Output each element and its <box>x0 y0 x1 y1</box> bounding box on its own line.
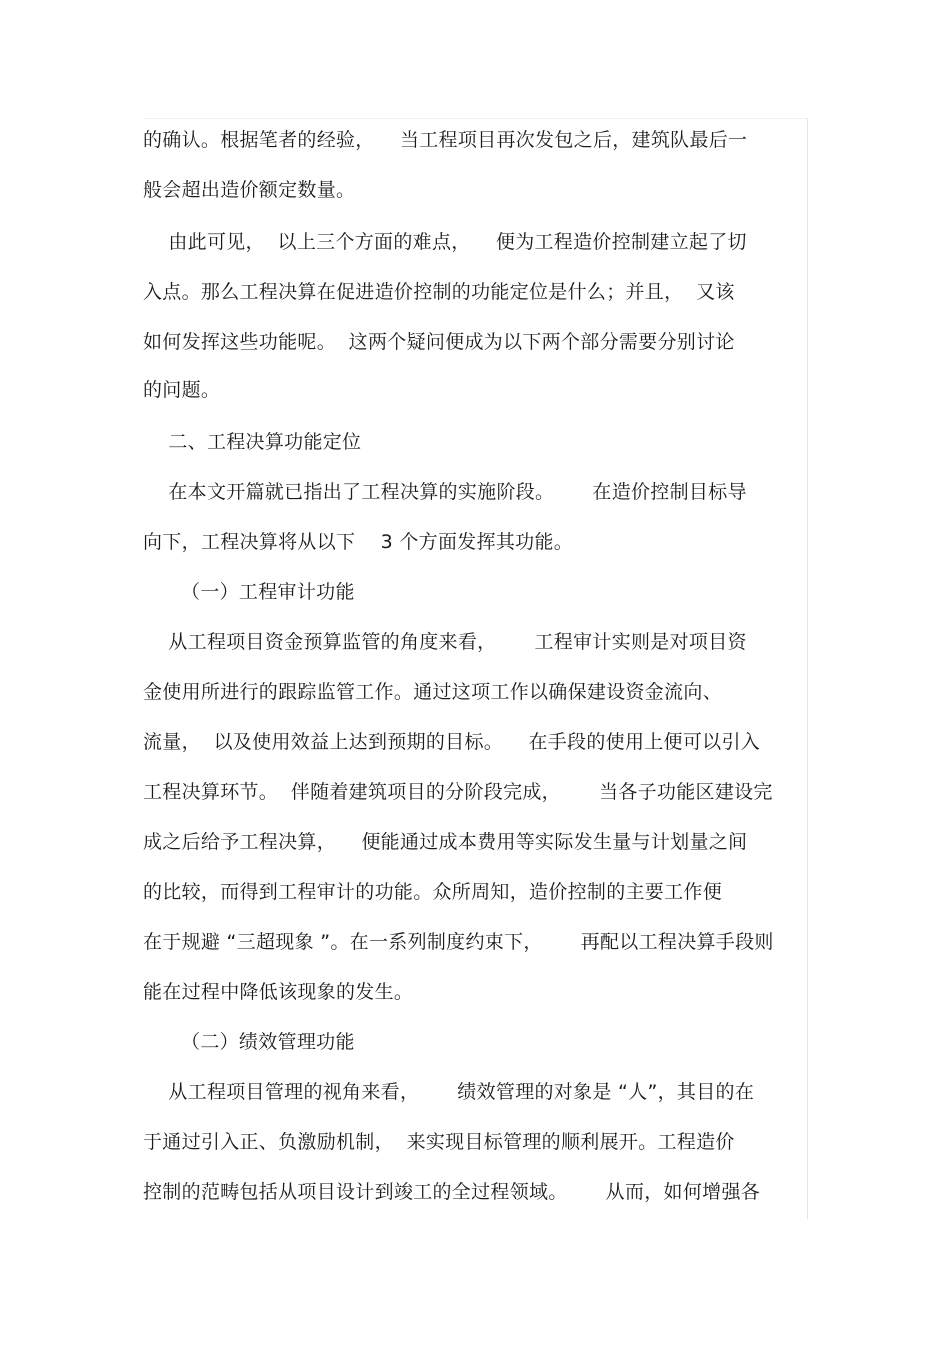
text-line: 的确认。根据笔者的经验， 当工程项目再次发包之后，建筑队最后一 <box>143 129 748 151</box>
text-line: 般会超出造价额定数量。 <box>143 179 356 201</box>
text-line: 工程决算环节。 伴随着建筑项目的分阶段完成， 当各子功能区建设完 <box>143 781 773 803</box>
section-heading: 二、工程决算功能定位 <box>143 431 362 453</box>
text-line: 于通过引入正、负激励机制， 来实现目标管理的顺利展开。工程造价 <box>143 1131 735 1153</box>
text-line: 从工程项目管理的视角来看， 绩效管理的对象是 “人”，其目的在 <box>143 1081 755 1103</box>
text-line: 在本文开篇就已指出了工程决算的实施阶段。 在造价控制目标导 <box>143 481 747 503</box>
text-line: 如何发挥这些功能呢。 这两个疑问便成为以下两个部分需要分别讨论 <box>143 331 735 353</box>
text-line: 从工程项目资金预算监管的角度来看， 工程审计实则是对项目资 <box>143 631 747 653</box>
text-line: 向下，工程决算将从以下 3 个方面发挥其功能。 <box>143 531 574 553</box>
subsection-heading: （二）绩效管理功能 <box>143 1031 355 1053</box>
text-line: 由此可见， 以上三个方面的难点， 便为工程造价控制建立起了切 <box>143 231 747 253</box>
text-line: 入点。那么工程决算在促进造价控制的功能定位是什么；并且， 又该 <box>143 281 735 303</box>
text-line: 的问题。 <box>143 379 221 401</box>
text-line: 流量， 以及使用效益上达到预期的目标。 在手段的使用上便可以引入 <box>143 731 761 753</box>
text-line: 的比较，而得到工程审计的功能。众所周知，造价控制的主要工作便 <box>143 881 723 903</box>
text-line: 能在过程中降低该现象的发生。 <box>143 981 414 1003</box>
text-line: 在于规避 “三超现象 ”。在一系列制度约束下， 再配以工程决算手段则 <box>143 931 774 953</box>
text-line: 成之后给予工程决算， 便能通过成本费用等实际发生量与计划量之间 <box>143 831 748 853</box>
text-line: 金使用所进行的跟踪监管工作。通过这项工作以确保建设资金流向、 <box>143 681 723 703</box>
subsection-heading: （一）工程审计功能 <box>143 581 355 603</box>
text-line: 控制的范畴包括从项目设计到竣工的全过程领域。 从而，如何增强各 <box>143 1181 761 1203</box>
